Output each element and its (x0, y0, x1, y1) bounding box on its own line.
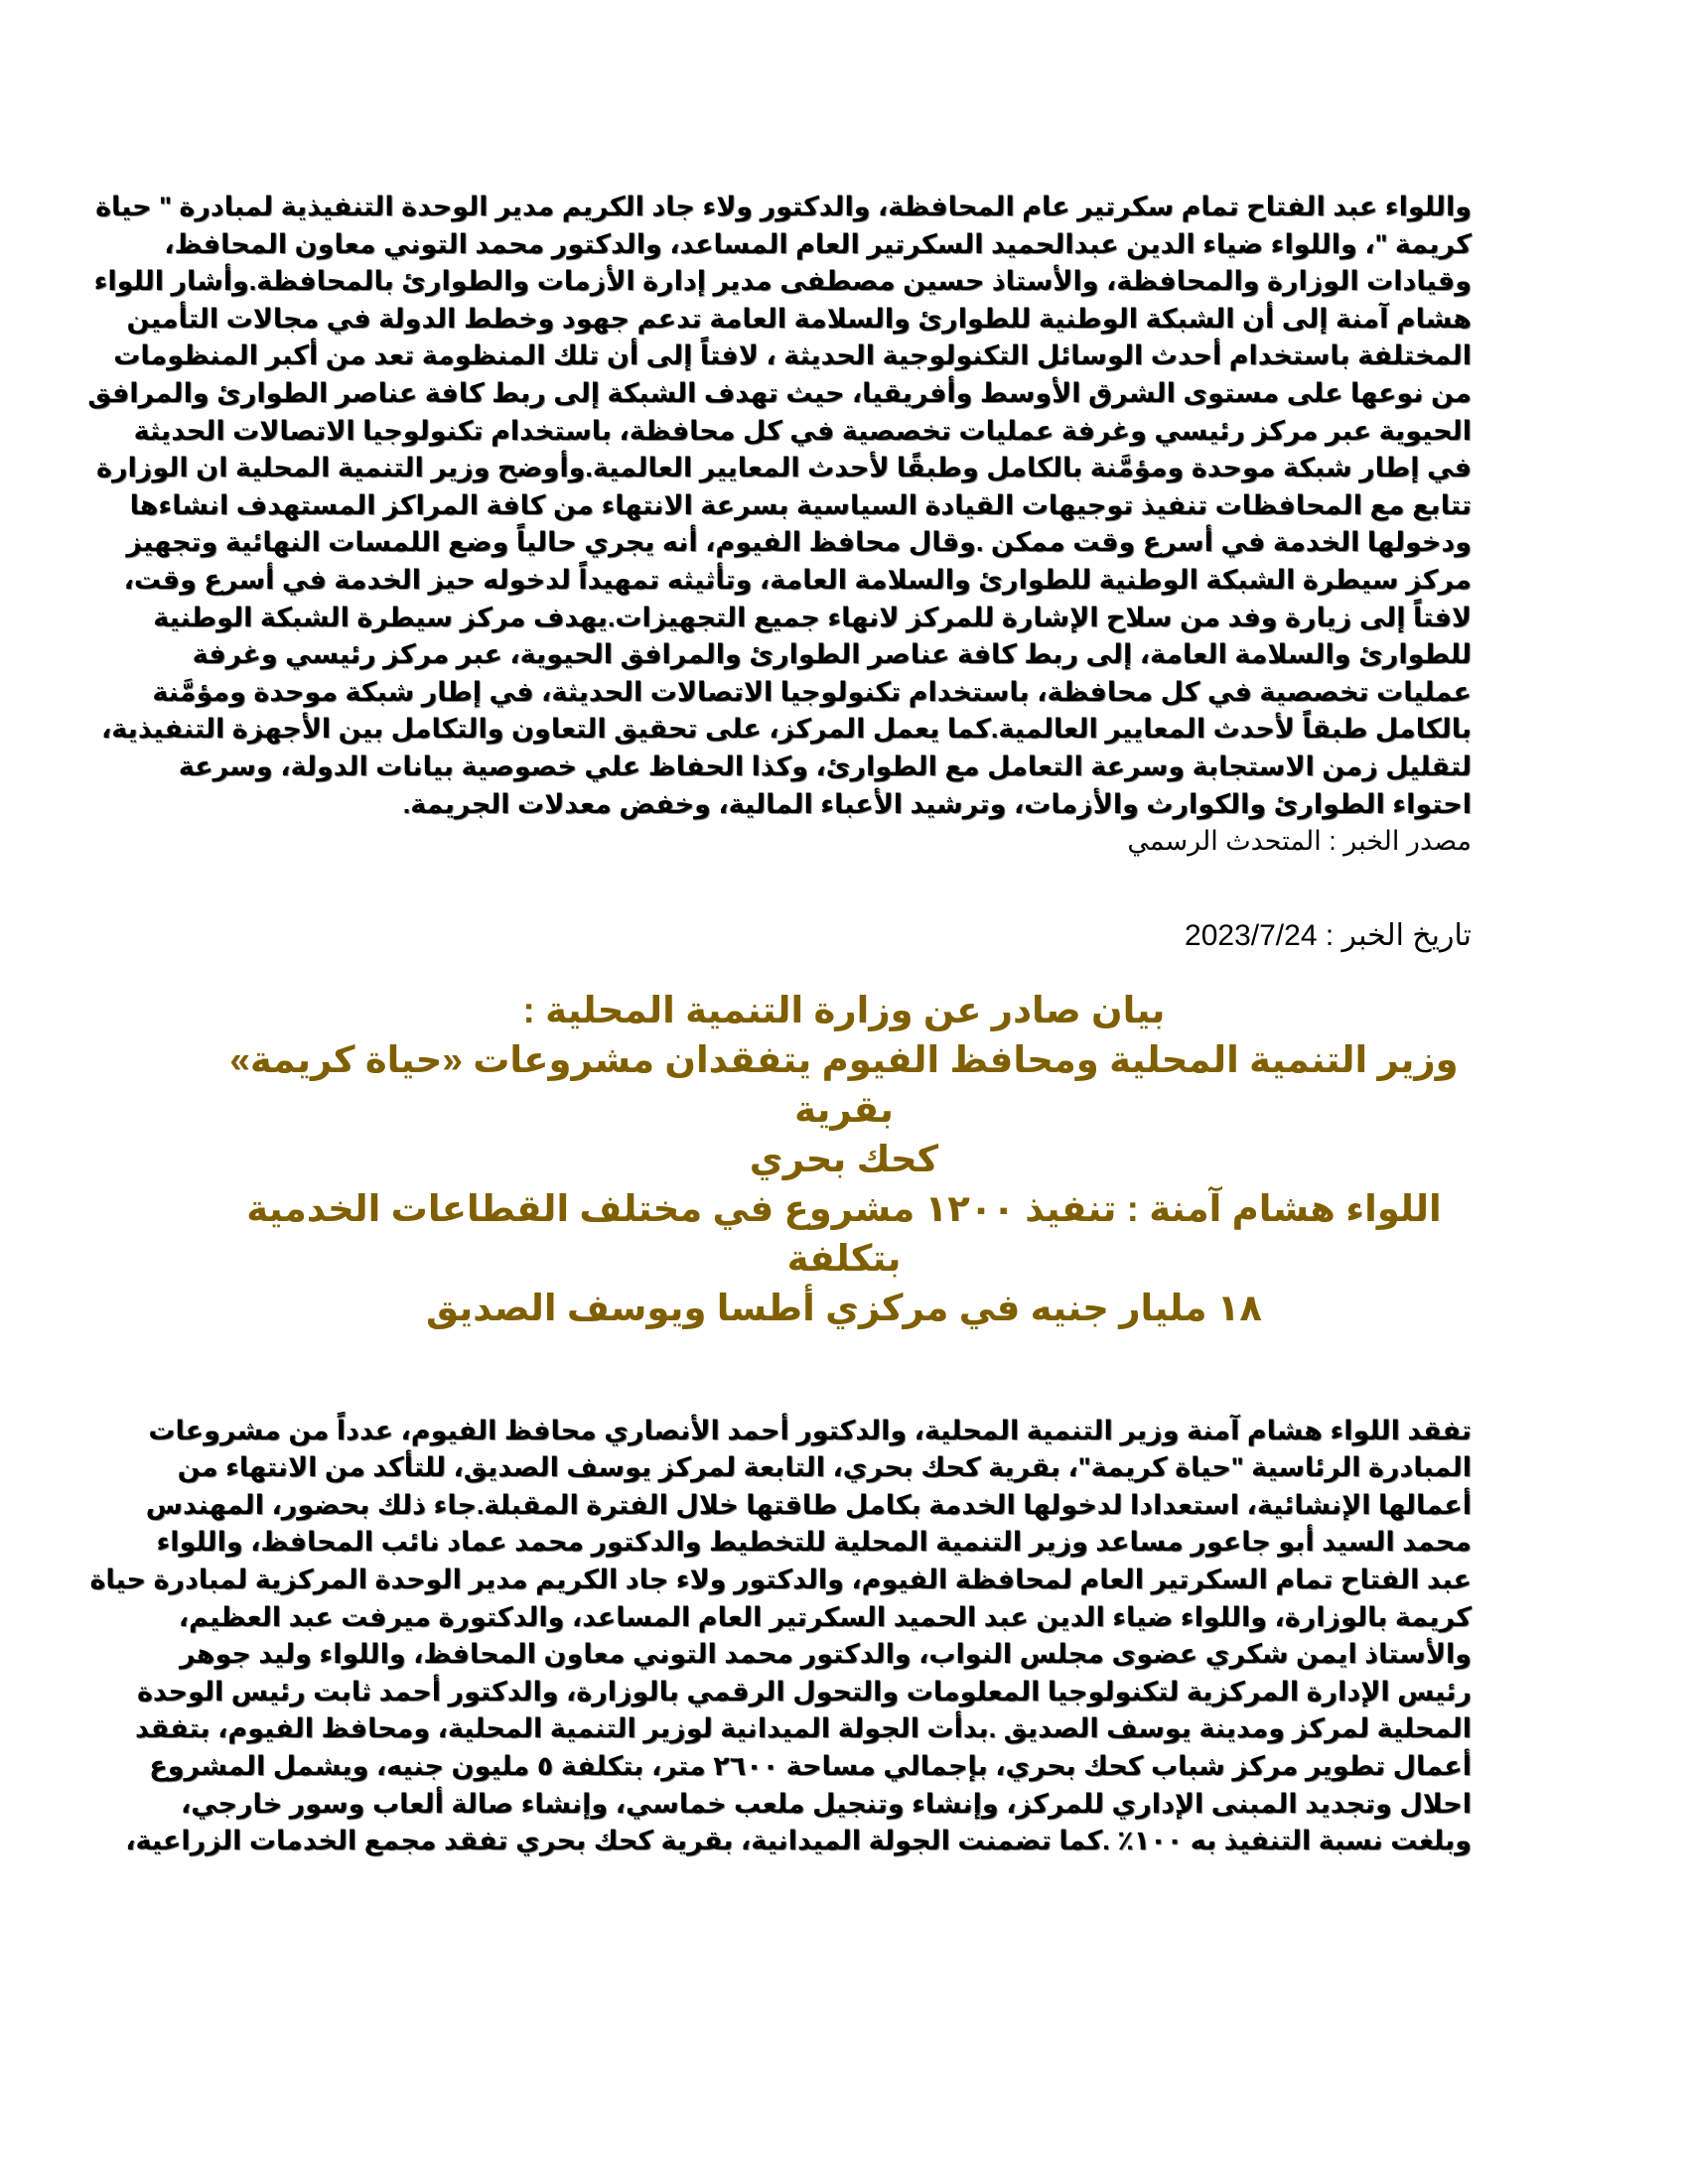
text-line: المحلية لمركز ومدينة يوسف الصديق .بدأت الجولة الميدانية لوزير التنمية المحلية، ومحافظ الفيوم، بتفقد (135, 1713, 1472, 1744)
text-line: وقيادات الوزارة والمحافظة، والأستاذ حسين مصطفى مدير إدارة الأزمات والطوارئ بالمحافظة.وأشار اللواء (93, 266, 1472, 297)
text-line: المبادرة الرئاسية "حياة كريمة"، بقرية كحك بحري، التابعة لمركز يوسف الصديق، للتأكد من الانتهاء من (177, 1452, 1472, 1483)
text-line: تتابع مع المحافظات تنفيذ توجيهات القيادة السياسية بسرعة الانتهاء من كافة المراكز المستهدف انشاءها (129, 489, 1472, 520)
text-line: لتقليل زمن الاستجابة وسرعة التعامل مع الطوارئ، وكذا الحفاظ علي خصوصية بيانات الدولة، وسرعة (178, 751, 1472, 781)
news-source: مصدر الخبر : المتحدث الرسمي (1127, 826, 1472, 857)
text-line: أعمال تطوير مركز شباب كحك بحري، بإجمالي مساحة ٢٦٠٠ متر، بتكلفة ٥ مليون جنيه، ويشمل المشروع (149, 1751, 1472, 1782)
text-line: احلال وتجديد المبنى الإداري للمركز، وإنشاء وتنجيل ملعب خماسي، وإنشاء صالة ألعاب وسور خارجي، (180, 1788, 1472, 1819)
text-line: ودخولها الخدمة في أسرع وقت ممكن .وقال محافظ الفيوم، أنه يجري حالياً وضع اللمسات النهائية وتجهيز (126, 527, 1472, 558)
text-line: الحيوية عبر مركز رئيسي وغرفة عمليات تخصصية في كل محافظة، باستخدام تكنولوجيا الاتصالات الحديثة (133, 415, 1472, 446)
text-line: في إطار شبكة موحدة ومؤمَّنة بالكامل وطبقًا لأحدث المعايير العالمية.وأوضح وزير التنمية المحلية ان الوزارة (96, 453, 1472, 483)
text-line: احتواء الطوارئ والكوارث والأزمات، وترشيد الأعباء المالية، وخفض معدلات الجريمة. (402, 788, 1472, 819)
text-line: مركز سيطرة الشبكة الوطنية للطوارئ والسلامة العامة، وتأثيثه تمهيداً لدخوله حيز الخدمة في أسرع وقت، (123, 564, 1472, 595)
text-line: واللواء عبد الفتاح تمام سكرتير عام المحافظة، والدكتور ولاء جاد الكريم مدير الوحدة التنفيذية لمبادرة " حياة (95, 192, 1472, 221)
text-line: عمليات تخصصية في كل محافظة، باستخدام تكنولوجيا الاتصالات الحديثة، في إطار شبكة موحدة ومؤمَّنة (152, 676, 1472, 707)
headline-line: اللواء هشام آمنة : تنفيذ ١٢٠٠ مشروع في مختلف القطاعات الخدمية بتكلفة (246, 1187, 1442, 1279)
text-line: تفقد اللواء هشام آمنة وزير التنمية المحلية، والدكتور أحمد الأنصاري محافظ الفيوم، عدداً من مشروعات (148, 1415, 1472, 1445)
statement-headline (216, 986, 1472, 1333)
news-date: تاريخ الخبر : 2023/7/24 (1185, 918, 1472, 952)
text-line: كريمة بالوزارة، واللواء ضياء الدين عبد الحميد السكرتير العام المساعد، والدكتورة ميرفت عبد العظيم، (178, 1601, 1472, 1632)
text-line: كريمة "، واللواء ضياء الدين عبدالحميد السكرتير العام المساعد، والدكتور محمد التوني معاون المحافظ، (164, 228, 1472, 259)
document-page (87, 189, 1472, 1860)
text-line: هشام آمنة إلى أن الشبكة الوطنية للطوارئ والسلامة العامة تدعم جهود وخطط الدولة في مجالات التأمين (126, 303, 1472, 334)
headline-line: بيان صادر عن وزارة التنمية المحلية : (522, 989, 1166, 1030)
text-line: أعمالها الإنشائية، استعدادا لدخولها الخدمة بكامل طاقتها خلال الفترة المقبلة.جاء ذلك بحضور، المهندس (145, 1489, 1472, 1520)
text-line: محمد السيد أبو جاعور مساعد وزير التنمية المحلية للتخطيط والدكتور محمد عماد نائب المحافظ، واللواء (156, 1527, 1472, 1558)
headline-line: كحك بحري (749, 1138, 939, 1179)
text-line: رئيس الإدارة المركزية لتكنولوجيا المعلومات والتحول الرقمي بالوزارة، والدكتور أحمد ثابت رئيس الوحدة (136, 1676, 1472, 1706)
text-line: والأستاذ ايمن شكري عضوى مجلس النواب، والدكتور محمد التوني معاون المحافظ، واللواء وليد جوهر (179, 1639, 1472, 1670)
headline-line: ١٨ مليار جنيه في مركزي أطسا ويوسف الصديق (425, 1287, 1263, 1328)
text-line: عبد الفتاح تمام السكرتير العام لمحافظة الفيوم، والدكتور ولاء جاد الكريم مدير الوحدة المركزية لمبادرة حياة (89, 1565, 1472, 1595)
text-line: للطوارئ والسلامة العامة، إلى ربط كافة عناصر الطوارئ والمرافق الحيوية، عبر مركز رئيسي وغرفة (192, 639, 1472, 670)
text-line: لافتاً إلى زيارة وفد من سلاح الإشارة للمركز لانهاء جميع التجهيزات.يهدف مركز سيطرة الشبكة الوطنية (153, 602, 1472, 632)
paragraph-2 (89, 1413, 1472, 1860)
paragraph-1 (87, 189, 1472, 823)
text-line: المختلفة باستخدام أحدث الوسائل التكنولوجية الحديثة ، لافتاً إلى أن تلك المنظومة تعد من أكبر المنظومات (113, 341, 1472, 371)
text-line: من نوعها على مستوى الشرق الأوسط وأفريقيا، حيث تهدف الشبكة إلى ربط كافة عناصر الطوارئ والمرافق (87, 377, 1472, 408)
headline-line: وزير التنمية المحلية ومحافظ الفيوم يتفقدان مشروعات «حياة كريمة» بقرية (229, 1038, 1459, 1130)
text-line: بالكامل طبقاً لأحدث المعايير العالمية.كما يعمل المركز، على تحقيق التعاون والتكامل بين الأجهزة التنفيذية، (101, 714, 1472, 745)
text-line: وبلغت نسبة التنفيذ به ١٠٠٪ .كما تضمنت الجولة الميدانية، بقرية كحك بحري تفقد مجمع الخدمات الزراعية، (125, 1826, 1472, 1856)
